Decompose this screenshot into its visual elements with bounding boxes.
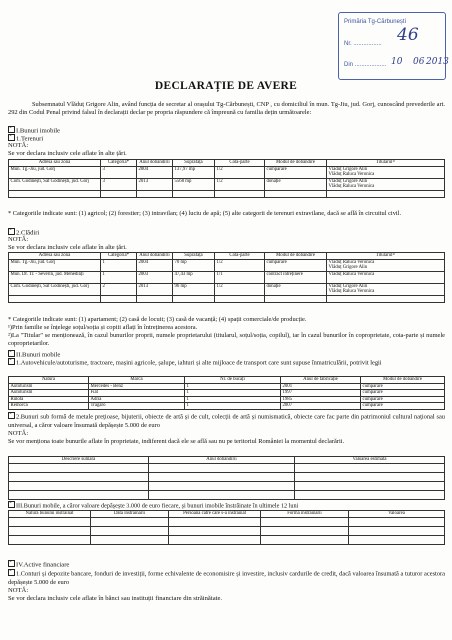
stamp-institution: Primăria Tg-Cărbunești xyxy=(344,19,406,25)
table-row xyxy=(9,190,445,197)
section-4-1-heading xyxy=(8,569,445,587)
cell: Vlăduț Raluca Veronica xyxy=(327,271,445,283)
col-header: Anul de fabricație xyxy=(281,377,361,384)
nota-text: Se vor declara inclusiv cele aflate în alte țări. xyxy=(8,150,127,157)
stamp-date-label: Din ................... xyxy=(344,62,387,68)
nota-label: NOTĂ: xyxy=(8,142,29,149)
nota-label: NOTĂ: xyxy=(8,587,29,594)
cell: Mun. Dr. Tr. - Severin, jud. Mehedinți xyxy=(9,271,101,283)
cell: Vlăduț Grigore Alin Vlăduț Raluca Veronica xyxy=(327,166,445,178)
intro-paragraph: Subsemnatul Vlăduț Grigore Alin, având funcția de secretar al orașului Tg-Cărbunești, CNP , cu domiciliul în mun. Tg-Jiu, jud. Gorj, cunoscând prevederile art. 292 din Codul Penal privind falsul în declarații declar pe propria răspundere că împreună cu familia dețin următoarele: xyxy=(8,101,445,117)
section-2-2-nota-text: Se vor menționa toate bunurile aflate în proprietate, indiferent dacă ele se află sau nu pe teritoriul României la momentul declarării. xyxy=(8,438,345,445)
collapse-icon xyxy=(8,569,15,576)
cell: Adria xyxy=(89,396,185,403)
table-row xyxy=(9,383,445,390)
cell: cumpărare xyxy=(361,390,445,397)
cladiri-footnote-2: ¹)Prin familie se înțelege soțul/soția și copiii aflați în întreținerea acestora. xyxy=(8,324,198,331)
col-header: Marca xyxy=(89,377,185,384)
section-4-label: IV.Active financiare xyxy=(16,561,70,569)
cell: 1997 xyxy=(281,390,361,397)
cell: 1 xyxy=(185,390,281,397)
cell: 1/1 xyxy=(215,271,265,283)
cell: 137,97 mp xyxy=(173,166,215,178)
col-header: Suprafața xyxy=(173,253,215,260)
col-header: Valoarea xyxy=(349,511,445,518)
col-header: Natura xyxy=(9,377,89,384)
stamp-day: 10 xyxy=(391,57,403,67)
cell: contract întreținere xyxy=(265,271,327,283)
cell: 3 xyxy=(101,166,137,178)
col-header: Cota-parte xyxy=(215,253,265,260)
cell: cumpărare xyxy=(265,166,327,178)
instrainate-table xyxy=(8,510,445,545)
cell: Vlăduț Grigore Alin Vlăduț Raluca Veronica xyxy=(327,283,445,295)
terenuri-footnote: * Categoriile indicate sunt: (1) agricol; (2) forestier; (3) intravilan; (4) luciu de apă; (5) alte categorii de terenuri extravilane, dacă se află în circuitul civil. xyxy=(8,210,402,217)
col-header: Modul de dobândire xyxy=(265,160,327,167)
col-header: Descriere sumară xyxy=(9,457,149,464)
cell: 96 mp xyxy=(173,283,215,295)
table-row xyxy=(9,283,445,295)
nota-label: NOTĂ: xyxy=(8,430,29,437)
cell: 1/2 xyxy=(215,166,265,178)
table-row xyxy=(9,295,445,302)
pretioase-table xyxy=(8,456,445,500)
cell: Com. Godinești, Sat Godinești, jud. Gorj xyxy=(9,283,101,295)
collapse-icon xyxy=(8,134,15,141)
col-header: Categoria* xyxy=(101,253,137,260)
cell: 3 xyxy=(101,178,137,190)
table-row xyxy=(9,403,445,410)
cell: Vlăduț Raluca Veronica Vlăduț Grigore Alin xyxy=(327,259,445,271)
col-header: Suprafața xyxy=(173,160,215,167)
section-3-label: III.Bunuri mobile, a căror valoare depășește 3.000 de euro fiecare, și bunuri imobile înstrăinate în ultimele 12 luni xyxy=(16,502,299,510)
col-header: Titularul¹⁾ xyxy=(327,160,445,167)
cell: 1 xyxy=(185,403,281,410)
section-1-label: I.Bunuri imobile xyxy=(16,127,60,135)
col-header: Nr. de bucăți xyxy=(185,377,281,384)
cell: 2013 xyxy=(137,178,173,190)
collapse-icon xyxy=(8,560,15,567)
cell: Com. Godinești, Sat Godinești, jud. Gorj xyxy=(9,178,101,190)
cell: Remorcă xyxy=(9,403,89,410)
section-4-1-label: 1.Conturi și depozite bancare, fonduri de investiții, forme echivalente de economisire și investire, inclusiv cardurile de credit, dacă valoarea însumată a tuturor acestora depășește 5.000 de euro xyxy=(8,570,445,586)
cell: 2013 xyxy=(137,283,173,295)
cell: cumpărare xyxy=(361,396,445,403)
cell: Mercedes - Benz xyxy=(89,383,185,390)
cell: 2 xyxy=(101,283,137,295)
registration-stamp xyxy=(338,12,449,80)
col-header: Adresa sau zona xyxy=(9,253,101,260)
cell: cumpărare xyxy=(361,403,445,410)
document-title: DECLARAȚIE DE AVERE xyxy=(154,80,298,92)
cell: 1 xyxy=(101,271,137,283)
stamp-number: 46 xyxy=(397,25,419,45)
cell: 1/2 xyxy=(215,178,265,190)
cell: Fiat xyxy=(89,390,185,397)
col-header: Adresa sau zona xyxy=(9,160,101,167)
collapse-icon xyxy=(8,412,15,419)
table-header-row xyxy=(9,511,445,518)
table-header-row xyxy=(9,457,445,464)
cell: cumpărare xyxy=(265,259,327,271)
terenuri-table xyxy=(8,159,445,198)
table-row xyxy=(9,259,445,271)
cell: 70 mp xyxy=(173,259,215,271)
cladiri-footnote-1: * Categoriile indicate sunt: (1) apartament; (2) casă de locuit; (3) casă de vacanță; (4) spații comerciale/de producție. xyxy=(8,316,307,323)
nota-label: NOTĂ: xyxy=(8,236,29,243)
cell: 2003 xyxy=(137,271,173,283)
section-1-1-label: 1.Terenuri xyxy=(16,135,44,143)
cell: 1 xyxy=(185,396,281,403)
cell: 1/2 xyxy=(215,259,265,271)
col-header: Modul de dobândire xyxy=(265,253,327,260)
section-2-1-heading xyxy=(8,358,445,368)
stamp-year: 2013 xyxy=(426,57,449,67)
table-row xyxy=(9,490,445,499)
vehicule-table xyxy=(8,376,445,410)
cell: Mun. Tg.-Jiu, jud. Gorj xyxy=(9,259,101,271)
cell: Vlăduț Grigore Alin Vlăduț Raluca Veronica xyxy=(327,178,445,190)
cell: donație xyxy=(265,178,327,190)
cladiri-footnote-3: ²)La "Titular" se menționează, în cazul bunurilor proprii, numele proprietarului (titularul, soțul/soția, copilul), iar în cazul bunurilor în coproprietate, cota-parte și numele coproprietarilor. xyxy=(8,332,445,348)
table-row xyxy=(9,535,445,544)
cell: Tragaro xyxy=(89,403,185,410)
table-row xyxy=(9,526,445,535)
col-header: Categoria* xyxy=(101,160,137,167)
col-header: Data înstrăinării xyxy=(91,511,169,518)
cell: 2007 xyxy=(281,403,361,410)
cell: 2004 xyxy=(137,166,173,178)
cell: Mun. Tg.-Jiu, jud. Gorj xyxy=(9,166,101,178)
col-header: Modul de dobândire xyxy=(361,377,445,384)
table-row xyxy=(9,472,445,481)
col-header: Persoana către care s-a înstrăinat xyxy=(169,511,261,518)
cell: 5568 mp xyxy=(173,178,215,190)
cell: 1/2 xyxy=(215,283,265,295)
cell: 47,43 mp xyxy=(173,271,215,283)
col-header: Valoarea estimată xyxy=(295,457,445,464)
col-header: Cota-parte xyxy=(215,160,265,167)
table-row xyxy=(9,481,445,490)
col-header: Natura bunului înstrăinat xyxy=(9,511,91,518)
table-header-row xyxy=(9,377,445,384)
table-header-row xyxy=(9,160,445,167)
section-2-2-label: 2.Bunuri sub formă de metale prețioase, bijuterii, obiecte de artă și de cult, colecții de artă și numismatică, obiecte care fac parte din patrimoniul cultural național sau universal, a căror valoare însumată depășește 5.000 de euro xyxy=(8,413,445,429)
col-header: Titularul²⁾ xyxy=(327,253,445,260)
col-header: Forma înstrăinării xyxy=(261,511,349,518)
table-row xyxy=(9,396,445,403)
section-1-2-label: 2.Clădiri xyxy=(16,229,40,237)
col-header: Anul dobândirii xyxy=(149,457,295,464)
collapse-icon xyxy=(8,501,15,508)
stamp-number-label: Nr. ................. xyxy=(344,41,382,47)
table-row xyxy=(9,271,445,283)
cell: 1 xyxy=(101,259,137,271)
col-header: Anul dobândirii xyxy=(137,253,173,260)
section-4-nota-text: Se vor declara inclusiv cele aflate în bănci sau instituții financiare din străinătate. xyxy=(8,595,223,602)
cell: 2004 xyxy=(137,259,173,271)
cell: cumpărare xyxy=(361,383,445,390)
cell: 2001 xyxy=(281,383,361,390)
table-row xyxy=(9,390,445,397)
table-row xyxy=(9,166,445,178)
nota-text: Se vor declara inclusiv cele aflate în alte țări. xyxy=(8,244,127,251)
col-header: Anul dobândirii xyxy=(137,160,173,167)
cell: Rulotă xyxy=(9,396,89,403)
section-2-1-label: 1.Autovehicule/autoturisme, tractoare, mașini agricole, șalupe, iahturi și alte mijloace de transport care sunt supuse înmatriculării, potrivit legii xyxy=(16,359,382,367)
section-2-label: II.Bunuri mobile xyxy=(16,351,61,359)
table-row xyxy=(9,463,445,472)
table-row xyxy=(9,178,445,190)
collapse-icon xyxy=(8,358,15,365)
cell: 1 xyxy=(185,383,281,390)
cell: donație xyxy=(265,283,327,295)
cell: Autoturism xyxy=(9,383,89,390)
cell: Autoturism xyxy=(9,390,89,397)
cell: 1985 xyxy=(281,396,361,403)
collapse-icon xyxy=(8,228,15,235)
stamp-month: 06 xyxy=(413,57,425,67)
section-2-2-heading xyxy=(8,412,445,430)
table-row xyxy=(9,517,445,526)
cladiri-table xyxy=(8,252,445,303)
table-header-row xyxy=(9,253,445,260)
